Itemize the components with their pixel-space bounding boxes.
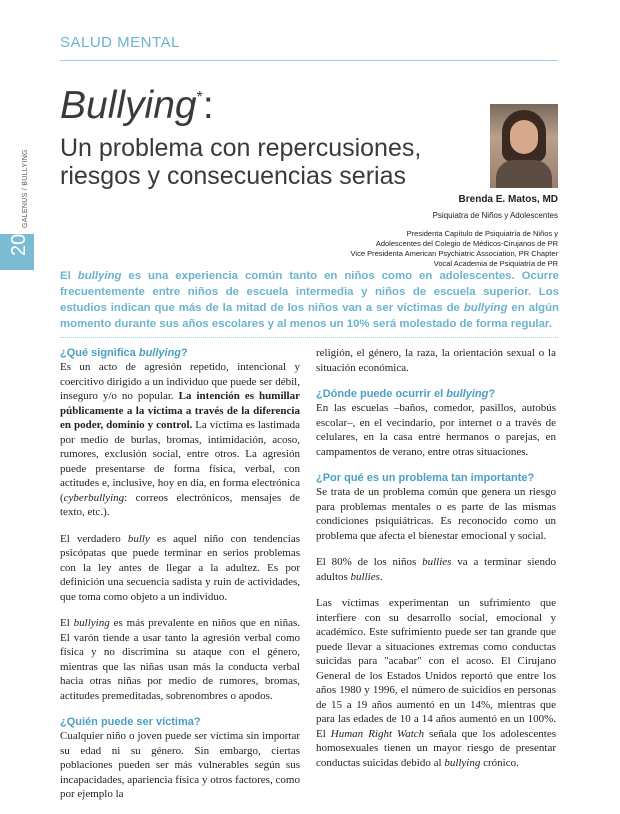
page-number: 20 xyxy=(8,233,30,256)
paragraph: El 80% de los niños bullies va a terminar siendo adultos bullies. xyxy=(316,556,556,583)
paragraph: El bullying es más prevalente en niños que en niñas. El varón tiende a usar tanto la agresión verbal como física y no discrimina su ataque con el género, mientras que las niñas usan más la conducta verbal hacia otras niñas por medio de rumores, bromas, actitudes premeditadas, sobrenombres o apodos. xyxy=(60,617,300,702)
heading-quien-puede: ¿Quién puede ser víctima? xyxy=(60,716,201,728)
body-column-right xyxy=(316,346,556,782)
paragraph: Las víctimas experimentan un sufrimiento que interfiere con su desarrollo social, emocional y académico. Este sufrimiento puede ser tan grande que puede llevar a situaciones extremas como conductas suicidas para "acabar" con el acoso. El Cirujano General de los Estados Unidos reportó que entre los años 1980 y 1996, el número de suicidios en personas de 15 a 19 años aumentó en un 14%, mientras que para las edades de 10 a 14 años aumentó en un 100%. El Human Right Watch señala que los adolescentes homosexuales tienen un mayor riesgo de presentar conductas suicidas debido al bullying crónico. xyxy=(316,597,556,769)
article-subtitle: Un problema con repercusiones, riesgos y consecuencias serias xyxy=(60,134,422,190)
author-position: Vocal Academia de Psiquiatría de PR xyxy=(433,259,558,268)
paragraph: Es un acto de agresión repetido, intencional y coercitivo dirigido a un individuo que puede ser débil, inseguro y/o no popular. La intención es humillar públicamente a la víctima a través de la diferencia en poder, dominio y control. La víctima es lastimada por medio de burlas, bromas, intimidación, acoso, rumores, exclusión social, entre otros. La agresión puede presentarse de forma física, verbal, con actitudes e, inclusive, hoy en día, en forma electrónica (cyberbullying: correos electrónicos, mensajes de texto, etc.). xyxy=(60,361,301,518)
paragraph: El verdadero bully es aquel niño con tendencias psicópatas que puede terminar en serios problemas con la ley antes de llegar a la adultez. Es por definición una secuencia sadista y ruin de actividades, que toma como objeto a un individuo. xyxy=(60,532,300,603)
heading-que-significa: ¿Qué significa bullying? xyxy=(60,347,188,359)
running-head: GALENUS / BULLYING xyxy=(22,149,29,228)
title-footnote-mark: * xyxy=(196,89,203,106)
author-photo xyxy=(490,104,558,188)
paragraph: Se trata de un problema común que genera un riesgo para problemas mentales o es parte de las mismas condiciones psiquiátricas. Es reconocido como un problema que afecta el bienestar emocional y social. xyxy=(316,486,556,542)
title-colon: : xyxy=(202,84,214,127)
article-title xyxy=(60,86,214,125)
author-positions xyxy=(351,229,558,269)
heading-donde-puede: ¿Dónde puede ocurrir el bullying? xyxy=(316,388,496,400)
body-column-left xyxy=(60,346,300,814)
lead-divider xyxy=(60,337,558,338)
page-number-tab xyxy=(0,234,34,270)
author-role: Psiquiatra de Niños y Adolescentes xyxy=(432,211,558,220)
author-name: Brenda E. Matos, MD xyxy=(458,194,558,205)
author-position: Presidenta Capítulo de Psiquiatría de Niños y xyxy=(406,229,558,238)
heading-por-que: ¿Por qué es un problema tan importante? xyxy=(316,472,535,484)
title-word: Bullying xyxy=(60,84,197,127)
lead-paragraph: El bullying es una experiencia común tanto en niños como en adolescentes. Ocurre frecuentemente entre niños de escuela intermedia y niños de escuela superior. Los estudios indican que más de la mitad de los niños van a ser víctimas de bullying en algún momento durante sus años escolares y al menos un 10% será molestado de forma regular. xyxy=(60,270,559,330)
paragraph: Cualquier niño o joven puede ser víctima sin importar su edad ni su género. Sin embargo, ciertas poblaciones pueden ser más vulnerables según sus incapacidades, apariencia física y otros factores, como por ejemplo la xyxy=(60,730,300,800)
paragraph: En las escuelas –baños, comedor, pasillos, autobús escolar–, en el vecindario, por internet o a través de celulares, en la casa entre hermanos o parejas, en campamentos de verano, entre otras situaciones. xyxy=(316,402,556,458)
author-block xyxy=(351,194,558,269)
section-divider xyxy=(60,60,558,61)
author-position: Adolescentes del Colegio de Médicos-Cirujanos de PR xyxy=(375,239,558,248)
author-position: Vice Presidenta American Psychiatric Association, PR Chapter xyxy=(350,249,558,258)
section-label: SALUD MENTAL xyxy=(60,34,180,51)
paragraph: religión, el género, la raza, la orientación sexual o la situación económica. xyxy=(316,347,556,374)
